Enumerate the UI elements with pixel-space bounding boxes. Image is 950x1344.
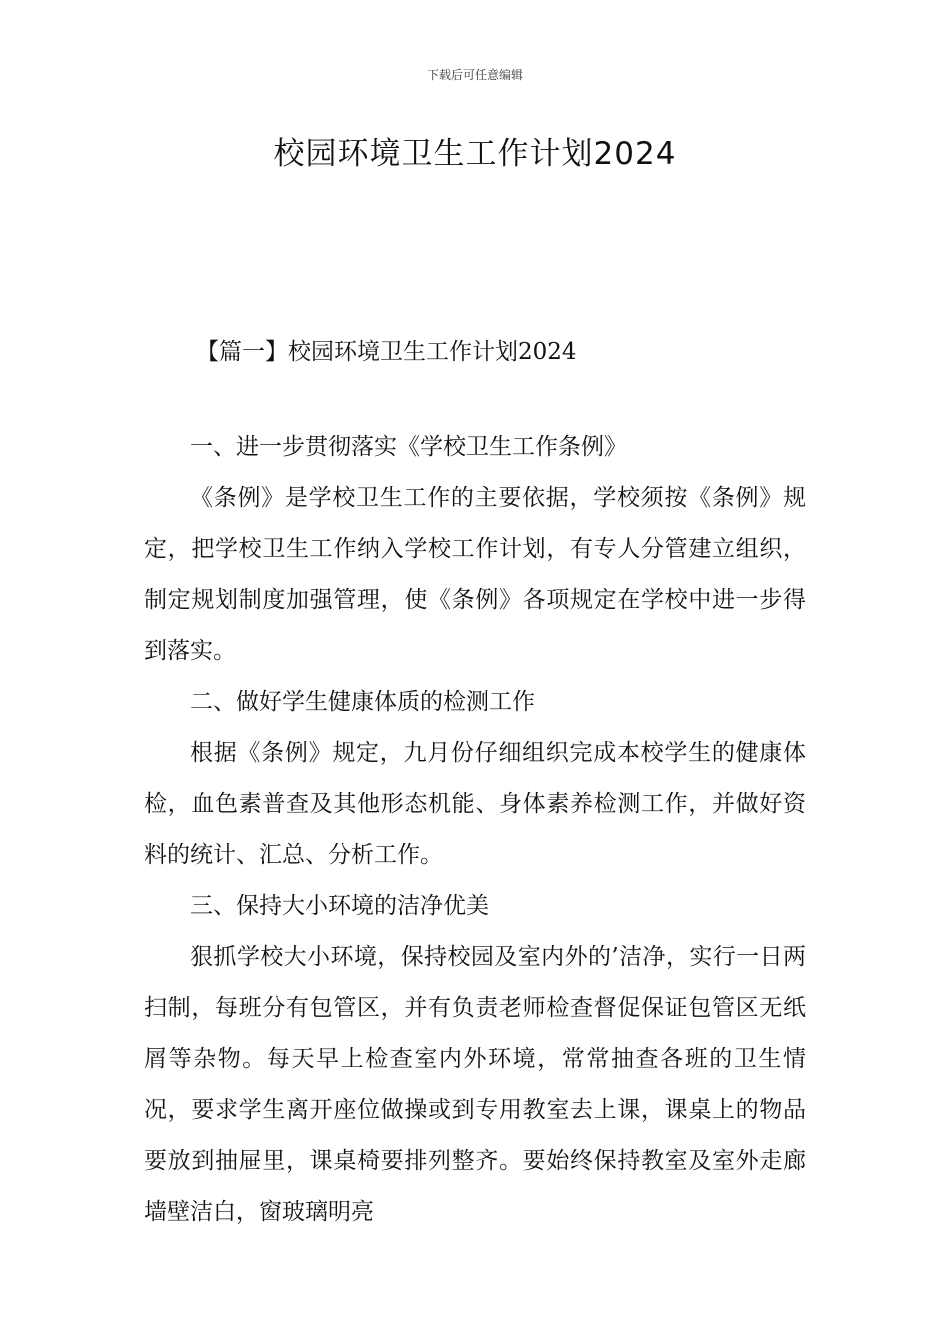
heading-item-3: 三、保持大小环境的洁净优美 [190, 893, 489, 919]
section-heading: 【篇一】校园环境卫生工作计划2024 [196, 339, 577, 365]
heading-item-2: 二、做好学生健康体质的检测工作 [190, 689, 535, 715]
body-paragraph-3: 狠抓学校大小环境，保持校园及室内外的’洁净，实行一日两扫制，每班分有包管区，并有负责老师检查督促保证包管区无纸屑等杂物。每天早上检查室内外环境，常常抽查各班的卫生情况，要求学生离开座位做操或到专用教室去上课，课桌上的物品要放到抽屉里，课桌椅要排列整齐。要始终保持教室及室外走廊墙壁洁白，窗玻璃明亮 [144, 944, 806, 1225]
document-title: 校园环境卫生工作计划2024 [273, 136, 677, 172]
body-paragraph-2: 根据《条例》规定，九月份仔细组织完成本校学生的健康体检，血色素普查及其他形态机能、身体素养检测工作，并做好资料的统计、汇总、分析工作。 [144, 740, 806, 868]
document-body [144, 422, 806, 1238]
body-paragraph-1: 《条例》是学校卫生工作的主要依据，学校须按《条例》规定，把学校卫生工作纳入学校工作计划，有专人分管建立组织，制定规划制度加强管理，使《条例》各项规定在学校中进一步得到落实。 [144, 485, 806, 664]
heading-item-1: 一、进一步贯彻落实《学校卫生工作条例》 [190, 434, 627, 460]
page-header-note: 下载后可任意编辑 [426, 68, 523, 82]
